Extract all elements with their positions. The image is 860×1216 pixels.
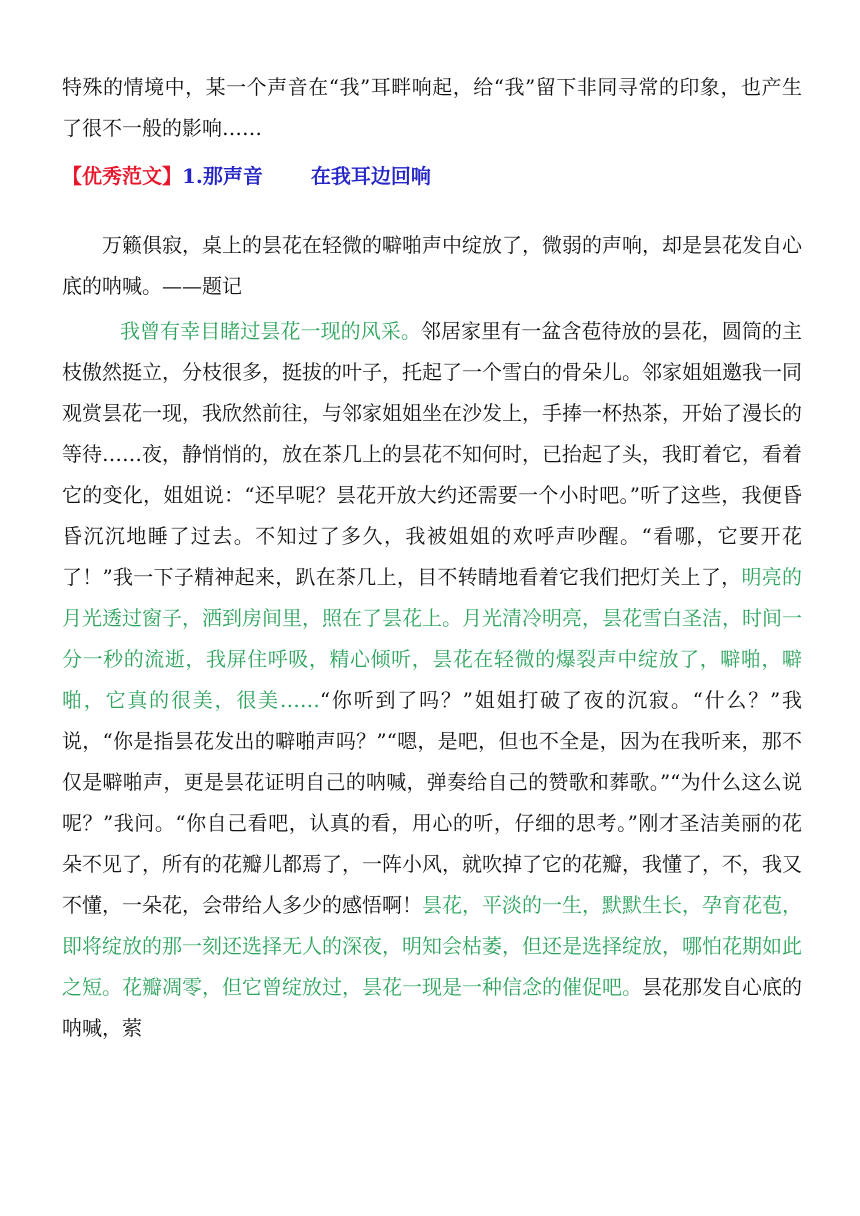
heading-tag: 【优秀范文】 [62, 164, 182, 188]
epigraph-paragraph: 万籁俱寂，桌上的昙花在轻微的噼啪声中绽放了，微弱的声响，却是昙花发自心底的呐喊。——题记 [62, 233, 802, 298]
body-text-1: 邻居家里有一盆含苞待放的昙花，圆筒的主枝傲然挺立，分枝很多，挺拔的叶子，托起了一个雪白的骨朵儿。邻家姐姐邀我一同观赏昙花一现，我欣然前往，与邻家姐姐坐在沙发上，手捧一杯热茶，开始了漫长的等待……夜，静悄悄的，放在茶几上的昙花不知何时，已抬起了头，我盯着它，看着它的变化，姐姐说：“还早呢？昙花开放大约还需要一个小时吧。”听了这些，我便昏昏沉沉地睡了过去。不知过了多久，我被姐姐的欢呼声吵醒。“看哪，它要开花了！”我一下子精神起来，趴在茶几上，目不转睛地看着它我们把灯关上了， [62, 319, 803, 589]
heading-subtitle: 在我耳边回响 [310, 164, 431, 188]
body-paragraph [62, 311, 802, 1049]
body-text-2: “你听到了吗？”姐姐打破了夜的沉寂。“什么？”我说，“你是指昙花发出的噼啪声吗？”“嗯，是吧，但也不全是，因为在我听来，那不仅是噼啪声，更是昙花证明自己的呐喊，弹奏给自己的赞歌和葬歌。”“为什么这么说呢？”我问。“你自己看吧，认真的看，用心的听，仔细的思考。”刚才圣洁美丽的花朵不见了，所有的花瓣儿都焉了，一阵小风，就吹掉了它的花瓣，我懂了，不，我又不懂，一朵花，会带给人多少的感悟啊！ [62, 688, 803, 917]
highlight-sentence-3: 昙花，平淡的一生，默默生长，孕育花苞，即将绽放的那一刻还选择无人的深夜，明知会枯萎，但还是选择绽放，哪怕花期如此之短。花瓣凋零，但它曾绽放过，昙花一现是一种信念的催促吧。 [62, 893, 802, 999]
highlight-sentence-2: 明亮的月光透过窗子，洒到房间里，照在了昙花上。月光清冷明亮，昙花雪白圣洁，时间一分一秒的流逝，我屏住呼吸，精心倾听，昙花在轻微的爆裂声中绽放了，噼啪，噼啪，它真的很美，很美…… [62, 565, 802, 712]
heading-number-title: 1.那声音 [182, 164, 263, 188]
highlight-sentence-1: 我曾有幸目睹过昙花一现的风采。 [120, 319, 421, 343]
essay-heading [62, 158, 431, 194]
intro-paragraph: 特殊的情境中，某一个声音在“我”耳畔响起，给“我”留下非同寻常的印象，也产生了很不一般的影响…… [62, 75, 802, 140]
body-text-3: 昙花那发自心底的呐喊，萦 [62, 975, 802, 1040]
